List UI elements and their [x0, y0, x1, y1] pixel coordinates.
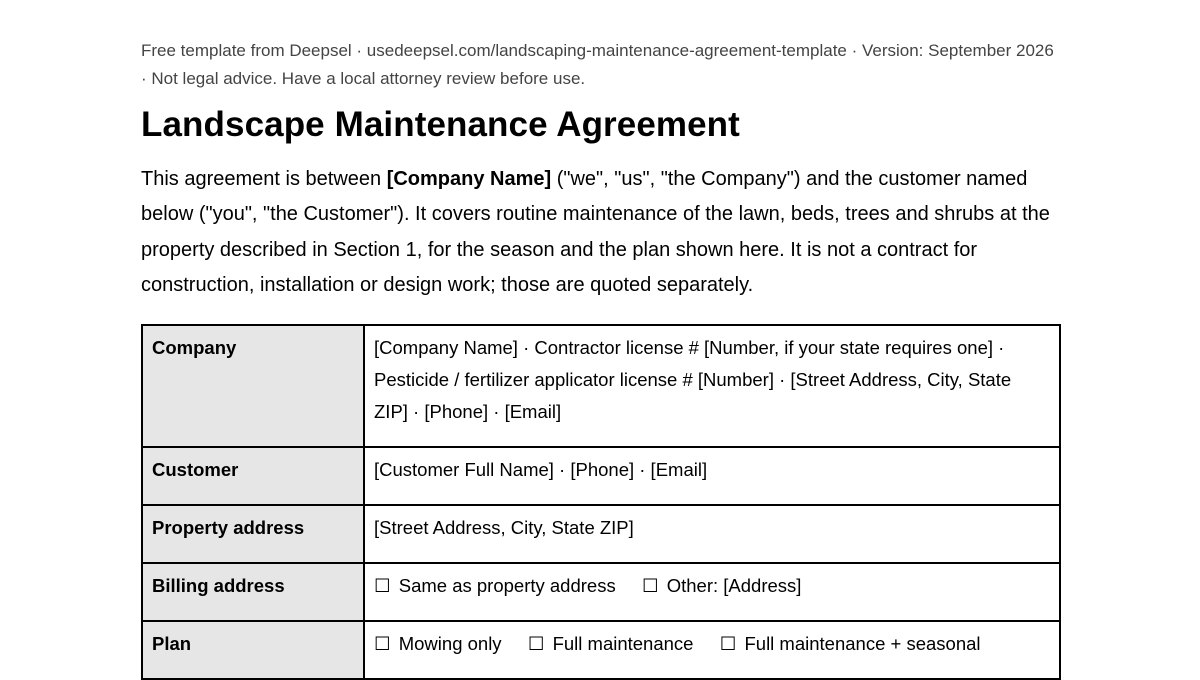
agreement-parties-table: [141, 324, 1061, 680]
row-label-billing-address: Billing address: [142, 563, 364, 621]
table-row: [142, 505, 1060, 563]
option-label-plan-full: Full maintenance: [552, 633, 694, 654]
option-label-plan-mowing: Mowing only: [398, 633, 502, 654]
template-notice: Free template from Deepsel · usedeepsel.com/landscaping-maintenance-agreement-template · Version: September 2026 · Not legal advice. Have a local attorney review before use.: [141, 41, 1054, 88]
option-label-other-address: Other: [Address]: [666, 575, 802, 596]
option-label-same-as-property: Same as property address: [398, 575, 616, 596]
checkbox-plan-full-seasonal[interactable]: ☐: [719, 633, 737, 654]
checkbox-other-address[interactable]: ☐: [641, 575, 659, 596]
row-value-property-address: [Street Address, City, State ZIP]: [364, 505, 1060, 563]
page-title: Landscape Maintenance Agreement: [141, 105, 740, 144]
row-value-company: [Company Name] · Contractor license # [Number, if your state requires one] · Pesticide / fertilizer applicator license # [Number] · [Street Address, City, State ZIP] · [Phone] · [Email]: [364, 325, 1060, 447]
intro-text-after: ("we", "us", "the Company") and the customer named below ("you", "the Customer"). It covers routine maintenance of the lawn, beds, trees and shrubs at the property described in Section 1, for the season and the plan shown here. It is not a contract for construction, installation or design work; those are quoted separately.: [141, 168, 1050, 296]
document-page: [141, 37, 1061, 303]
option-label-plan-full-seasonal: Full maintenance + seasonal: [744, 633, 981, 654]
company-name-placeholder: [Company Name]: [386, 168, 552, 190]
table-row: [142, 563, 1060, 621]
row-label-customer: Customer: [142, 447, 364, 505]
row-label-plan: Plan: [142, 621, 364, 679]
intro-text-before: This agreement is between: [141, 168, 387, 190]
row-label-property-address: Property address: [142, 505, 364, 563]
table-row: [142, 447, 1060, 505]
table-row: [142, 325, 1060, 447]
row-value-customer: [Customer Full Name] · [Phone] · [Email]: [364, 447, 1060, 505]
checkbox-plan-mowing[interactable]: ☐: [374, 633, 391, 654]
checkbox-same-as-property[interactable]: ☐: [374, 575, 391, 596]
intro-paragraph: [141, 162, 1061, 303]
row-label-company: Company: [142, 325, 364, 447]
checkbox-plan-full[interactable]: ☐: [527, 633, 545, 654]
row-value-billing-address: [364, 563, 1060, 621]
